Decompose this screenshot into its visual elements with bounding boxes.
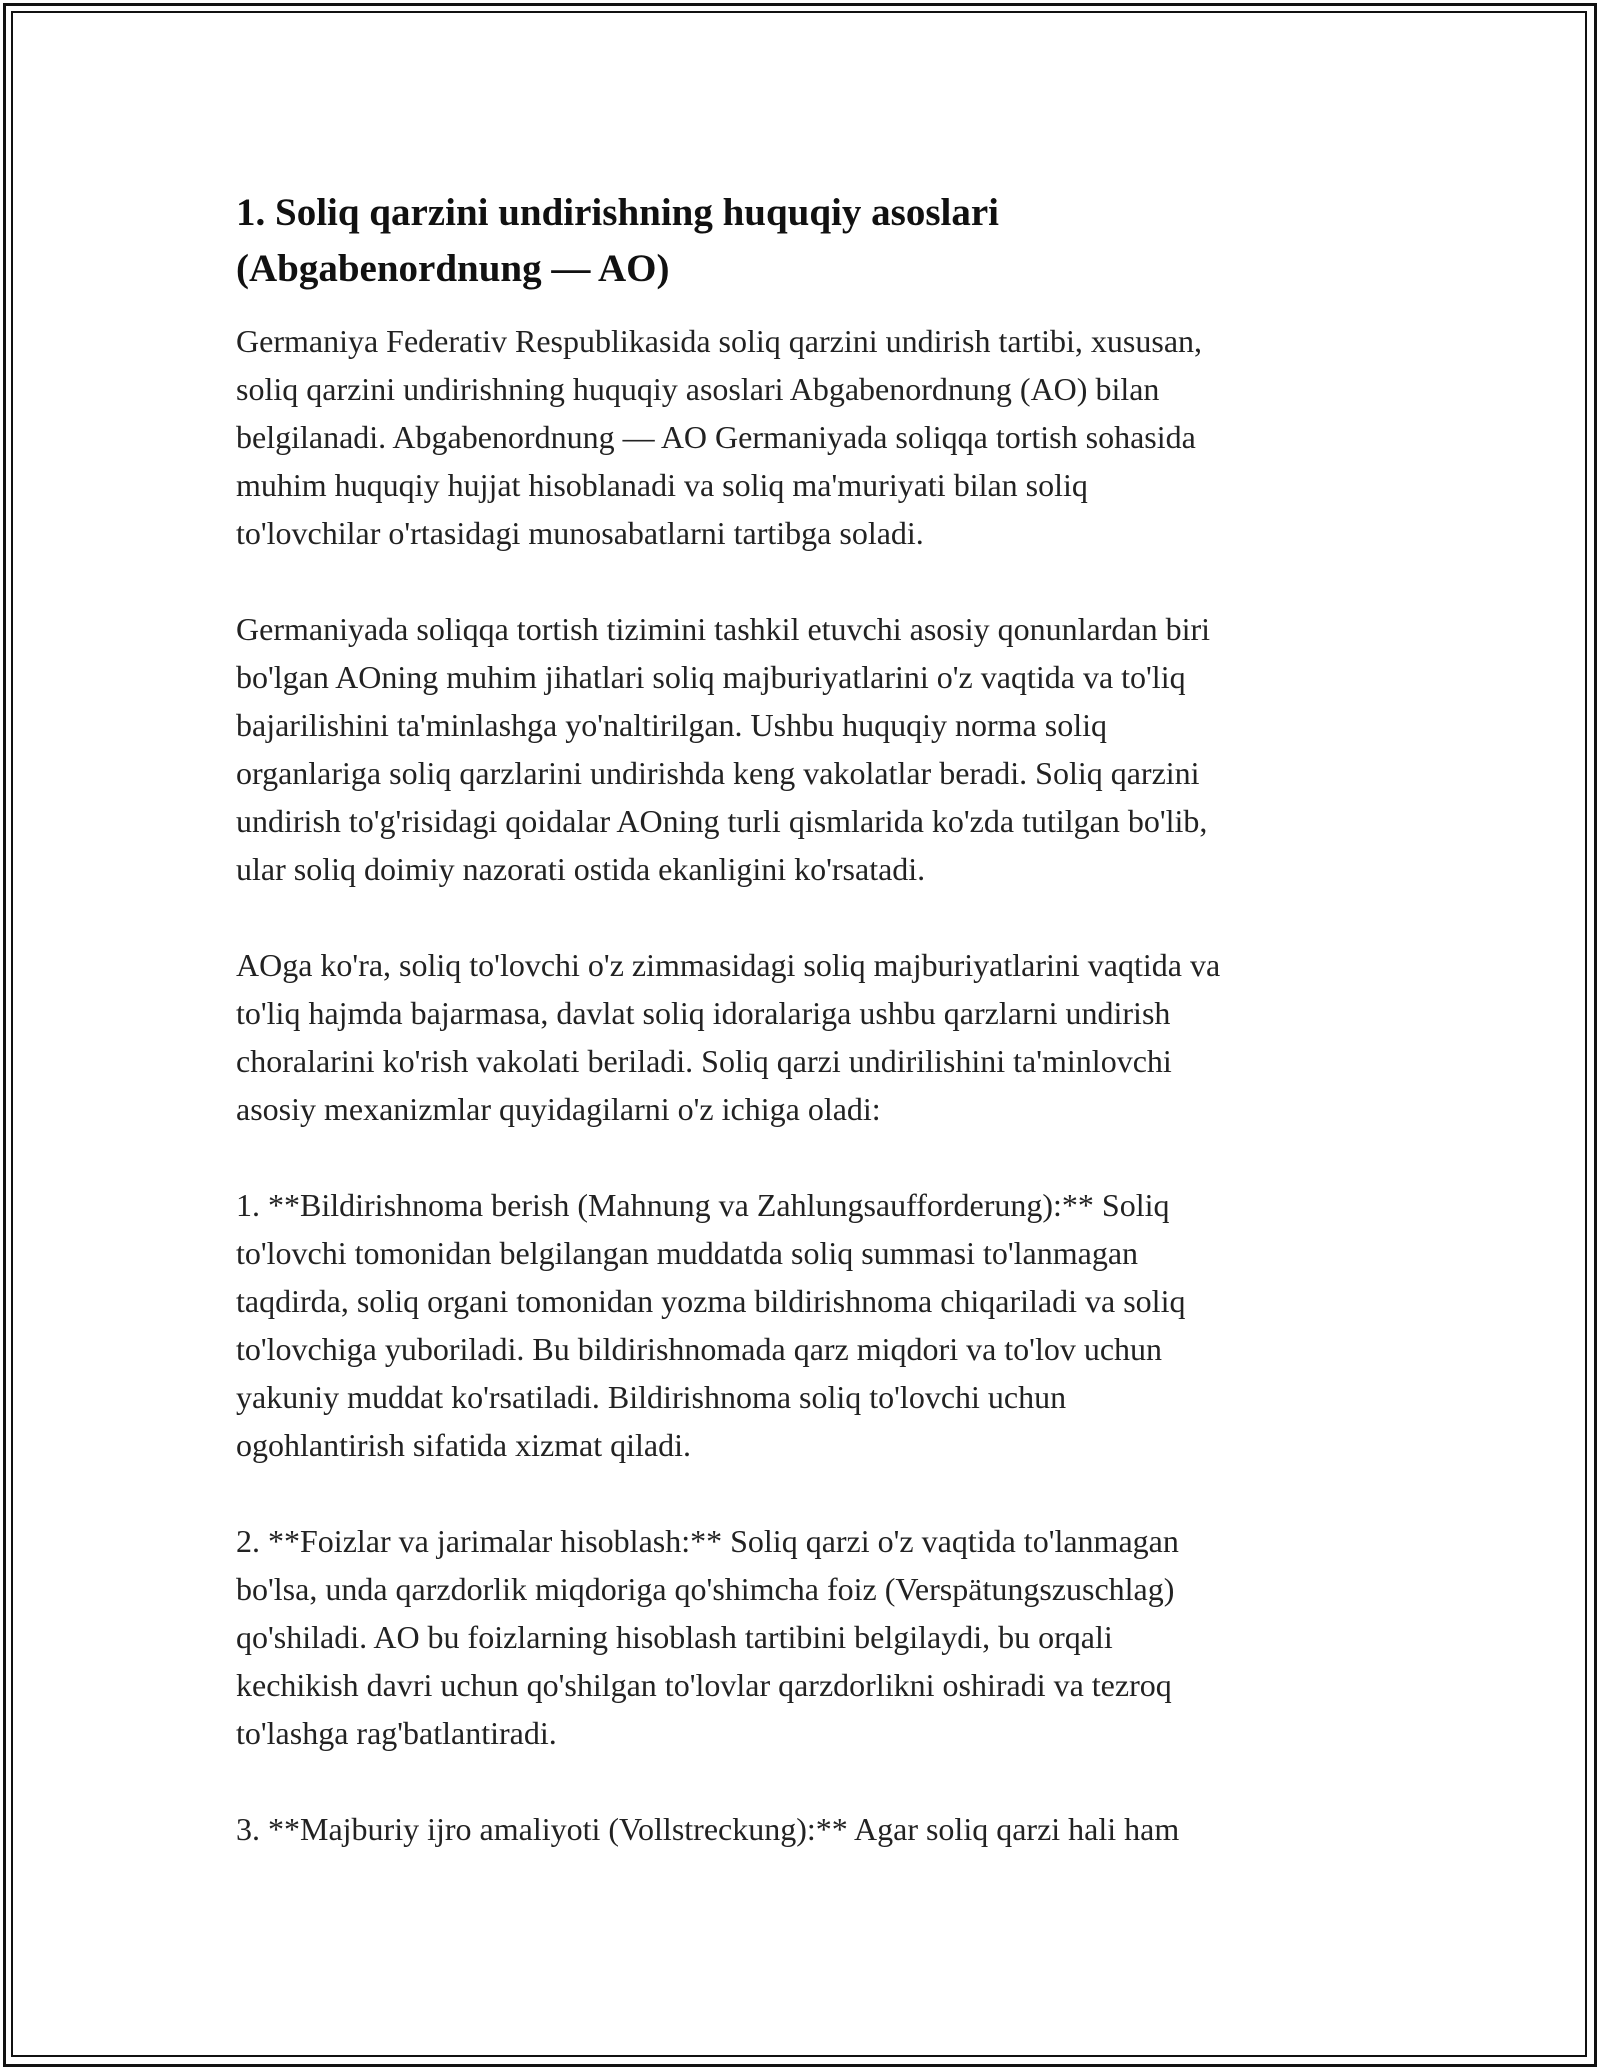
section-heading: 1. Soliq qarzini undirishning huquqiy asoslari (Abgabenordnung — AO) (236, 191, 999, 290)
body-text: Germaniya Federativ Respublikasida soliq qarzini undirish tartibi, xususan, soliq qarzini undirishning huquqiy asoslari Abgabenordnung (AO) bilan belgilanadi. Abgabenordnung — AO Germaniyada soliqqa tortish sohasida muhim huquqiy hujjat hisoblanadi va soliq ma'muriyati bilan soliq to'lovchilar o'rtasidagi munosabatlarni tartibga soladi. Germaniyada soliqqa tortish tizimini tashkil etuvchi asosiy qonunlardan biri bo'lgan AOning muhim jihatlari soliq majburiyatlarini o'z vaqtida va to'liq bajarilishini ta'minlashga yo'naltirilgan. Ushbu huquqiy norma soliq organlariga soliq qarzlarini undirishda keng vakolatlar beradi. Soliq qarzini undirish to'g'risidagi qoidalar AOning turli qismlarida ko'zda tutilgan bo'lib, ular soliq doimiy nazorati ostida ekanligini ko'rsatadi. AOga ko'ra, soliq to'lovchi o'z zimmasidagi soliq majburiyatlarini vaqtida va to'liq hajmda bajarmasa, davlat soliq idoralariga ushbu qarzlarni undirish choralarini ko'rish vakolati beriladi. Soliq qarzi undirilishini ta'minlovchi asosiy mexanizmlar quyidagilarni o'z ichiga oladi: 1. **Bildirishnoma berish (Mahnung va Zahlungsaufforderung):** Soliq to'lovchi tomonidan belgilangan muddatda soliq summasi to'lanmagan taqdirda, soliq organi tomonidan yozma bildirishnoma chiqariladi va soliq to'lovchiga yuboriladi. Bu bildirishnomada qarz miqdori va to'lov uchun yakuniy muddat ko'rsatiladi. Bildirishnoma soliq to'lovchi uchun ogohlantirish sifatida xizmat qiladi. 2. **Foizlar va jarimalar hisoblash:** Soliq qarzi o'z vaqtida to'lanmagan bo'lsa, unda qarzdorlik miqdoriga qo'shimcha foiz (Verspätungszuschlag) qo'shiladi. AO bu foizlarning hisoblash tartibini belgilaydi, bu orqali kechikish davri uchun qo'shilgan to'lovlar qarzdorlikni oshiradi va tezroq to'lashga rag'batlantiradi. 3. **Majburiy ijro amaliyoti (Vollstreckung):** Agar soliq qarzi hali ham (236, 323, 1221, 1847)
document-content (236, 185, 1371, 1853)
